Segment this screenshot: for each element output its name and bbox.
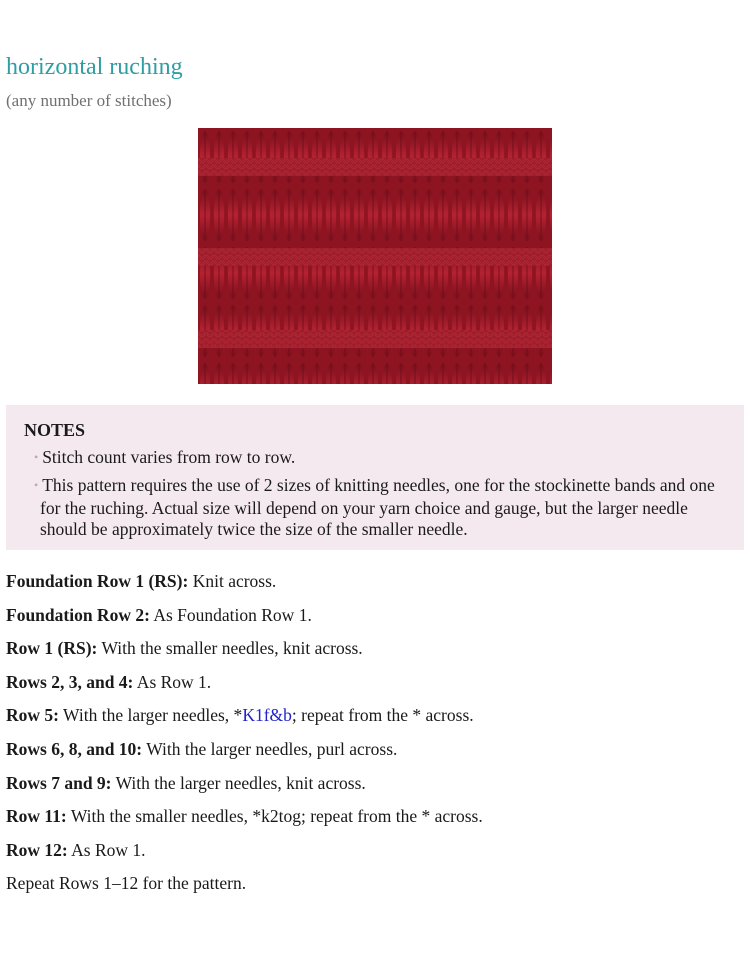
pattern-instructions	[6, 570, 746, 906]
bullet-icon: •	[34, 478, 39, 492]
row-label: Row 12:	[6, 839, 68, 860]
row-label: Row 5:	[6, 705, 59, 726]
notes-list	[24, 447, 726, 540]
row-text: As Row 1.	[133, 671, 212, 692]
notes-heading: NOTES	[24, 420, 86, 440]
k1fb-link[interactable]: K1f&b	[242, 705, 292, 726]
instruction-row	[6, 738, 746, 772]
instruction-row	[6, 872, 746, 906]
row-text: Knit across.	[188, 571, 277, 591]
row-label: Row 1 (RS):	[6, 638, 98, 659]
row-text: With the larger needles, purl across.	[142, 738, 398, 759]
knit-swatch-photo	[198, 128, 552, 384]
row-text: With the smaller needles, knit across.	[97, 638, 363, 659]
instruction-row	[6, 772, 746, 806]
row-label: Row 11:	[6, 806, 67, 827]
list-item	[24, 475, 726, 540]
instruction-row	[6, 704, 746, 738]
row-text: As Foundation Row 1.	[149, 604, 312, 625]
instruction-row	[6, 570, 746, 604]
row-label: Foundation Row 2:	[6, 604, 150, 625]
stitch-count-subtitle: (any number of stitches)	[6, 91, 172, 110]
row-text: Repeat Rows 1–12 for the pattern.	[6, 873, 247, 894]
row-text: ; repeat from the * across.	[291, 705, 474, 726]
instruction-row	[6, 637, 746, 671]
row-text: With the larger needles, *	[58, 705, 243, 726]
row-label: Rows 7 and 9:	[6, 772, 112, 793]
note-text: Stitch count varies from row to row.	[42, 447, 296, 467]
bullet-icon: •	[34, 450, 39, 464]
row-label: Rows 2, 3, and 4:	[6, 671, 134, 692]
note-text: This pattern requires the use of 2 sizes of knitting needles, one for the stockinette bands and one for the ruching. Actual size will depend on your yarn choice and gauge, but the larger needle should be approximately twice the size of the smaller needle.	[40, 475, 715, 539]
instruction-row	[6, 604, 746, 638]
instruction-row	[6, 839, 746, 873]
notes-box	[6, 405, 744, 550]
row-text: With the smaller needles, *k2tog; repeat from the * across.	[66, 806, 483, 827]
instruction-row	[6, 671, 746, 705]
row-text: With the larger needles, knit across.	[111, 772, 366, 793]
row-label: Rows 6, 8, and 10:	[6, 738, 143, 759]
row-text: As Row 1.	[67, 839, 146, 860]
instruction-row	[6, 805, 746, 839]
list-item	[24, 447, 726, 470]
page-title: horizontal ruching	[6, 54, 183, 80]
row-label: Foundation Row 1 (RS):	[6, 571, 189, 591]
